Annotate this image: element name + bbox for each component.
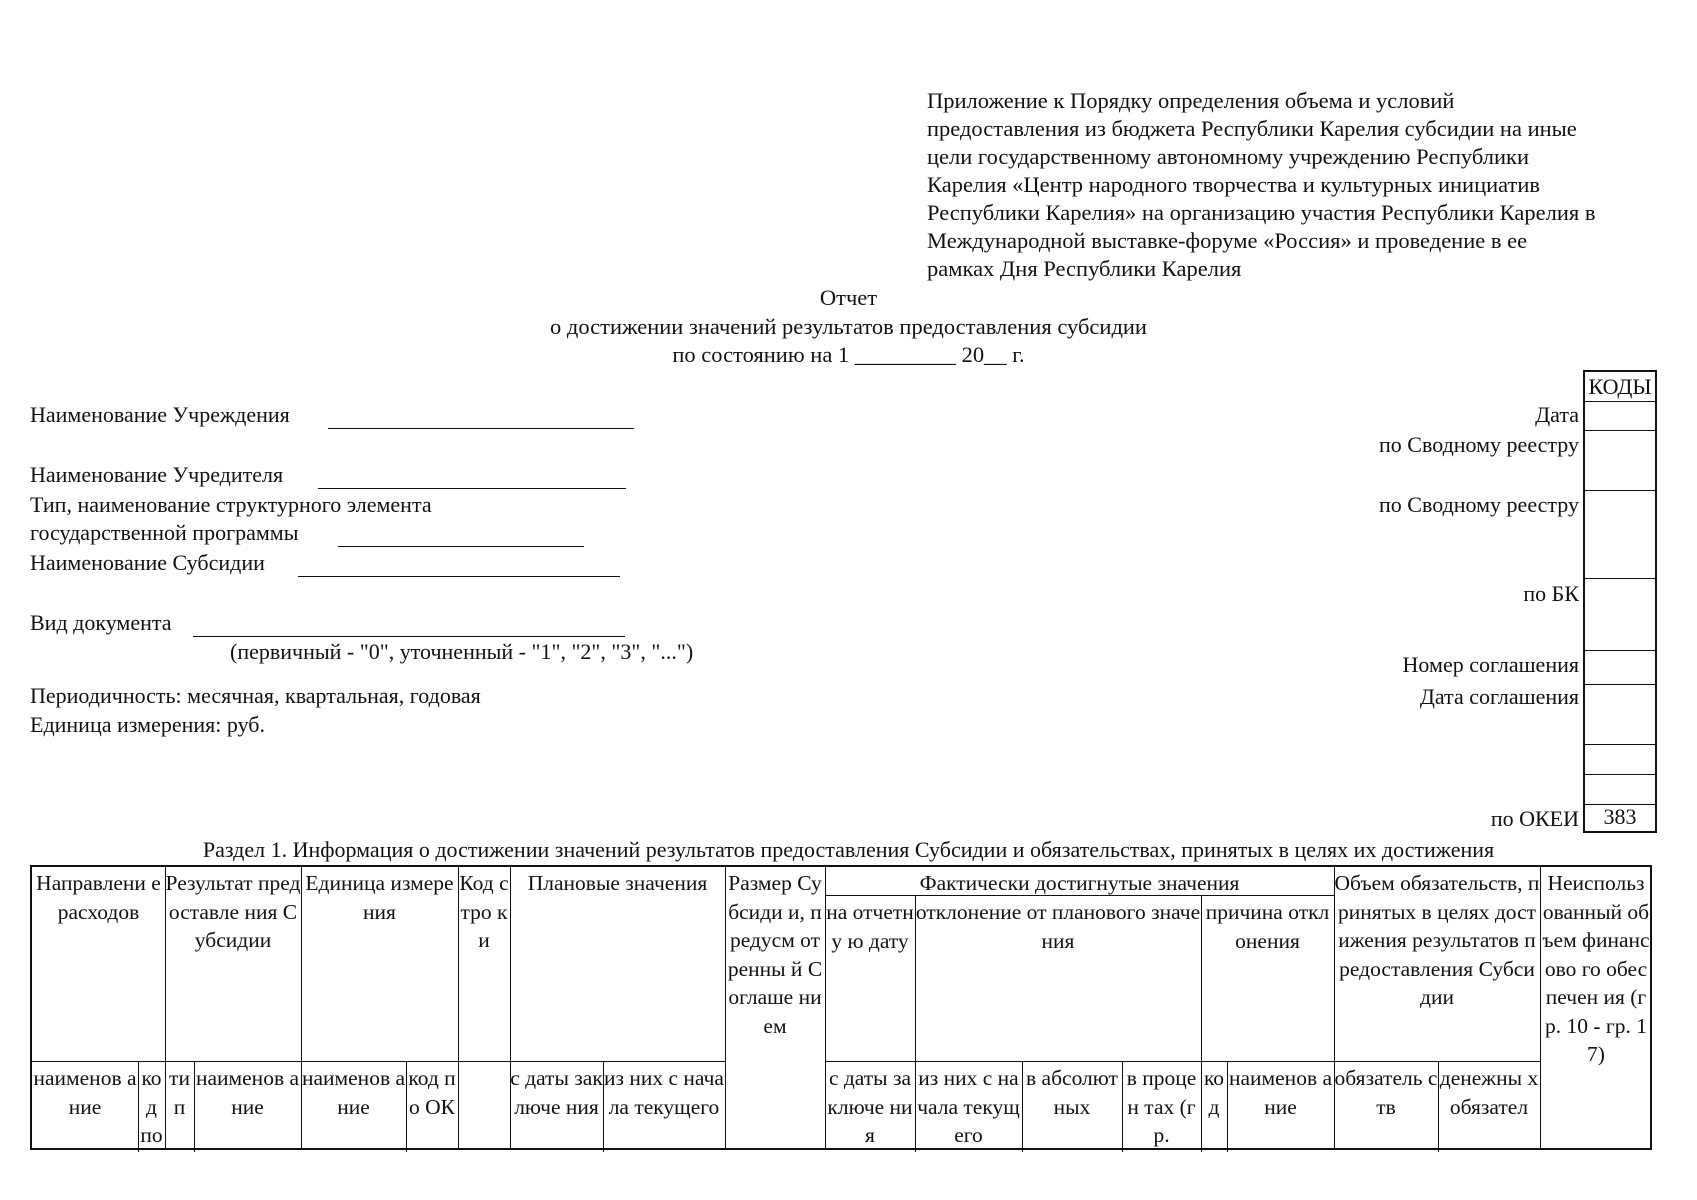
header-on-date: на отчетну ю дату	[826, 900, 914, 953]
header-unit: Единица измерения	[305, 871, 454, 924]
subsidy-field[interactable]	[298, 550, 620, 577]
unit-text: Единица измерения: руб.	[30, 712, 265, 737]
report-date-line: по состоянию на 1 _________ 20__ г.	[672, 342, 1025, 367]
doc-type-field[interactable]	[193, 610, 625, 637]
sub-reason-code: ко д	[1203, 1066, 1225, 1119]
appendix-line: Приложение к Порядку определения объема и условий	[927, 88, 1455, 113]
sub-deviation-abs: в абсолют ных	[1026, 1066, 1118, 1119]
appendix-line: Карелия «Центр народного творчества и культурных инициатив	[927, 172, 1541, 197]
sub-fact-from-date: с даты заключе ния	[827, 1066, 913, 1147]
appendix-line: Республики Карелия» на организацию участия Республики Карелия в	[927, 200, 1596, 225]
sub-monetary-obligations: денежны х обязател	[1439, 1066, 1539, 1119]
code-registry-label-2: по Сводному реестру	[1379, 492, 1579, 517]
sub-direction-code: ко д по	[140, 1066, 163, 1147]
institution-label: Наименование Учреждения	[30, 402, 290, 427]
sub-deviation-pct: в процен тах (гр.	[1126, 1066, 1197, 1147]
okei-label: по ОКЕИ	[1490, 806, 1579, 831]
sub-reason-name: наименов ание	[1228, 1066, 1333, 1119]
appendix-line: предоставления из бюджета Республики Карелия субсидии на иные	[927, 116, 1577, 141]
appendix-line: Международной выставке-форуме «Россия» и проведение в ее	[927, 228, 1528, 253]
sub-direction-name: наименов ание	[33, 1066, 137, 1119]
header-line-code: Код стро ки	[459, 871, 509, 952]
header-planned: Плановые значения	[527, 871, 708, 895]
periodicity-text: Периодичность: месячная, квартальная, годовая	[30, 683, 481, 708]
program-label: государственной программы	[30, 520, 299, 545]
header-reason: причина отклонения	[1205, 900, 1330, 953]
sub-plan-from-date: с даты заключе ния	[510, 1066, 603, 1119]
founder-field[interactable]	[318, 462, 626, 489]
report-table	[30, 865, 1652, 1150]
founder-label: Наименование Учредителя	[30, 462, 284, 487]
report-subtitle: о достижении значений результатов предоставления субсидии	[550, 314, 1147, 339]
codes-header: КОДЫ	[1588, 374, 1652, 399]
header-unused: Неиспольз ованный объем финансово го обеспечен ия (гр. 10 - гр. 17)	[1542, 871, 1650, 1066]
appendix-line: цели государственному автономному учреждению Республики	[927, 144, 1530, 169]
sub-unit-name: наименов ание	[301, 1066, 406, 1119]
sub-plan-year: из них с начала текущего	[604, 1066, 724, 1119]
sub-result-name: наименов ание	[195, 1066, 300, 1119]
institution-field[interactable]	[328, 402, 634, 429]
doc-type-hint: (первичный - "0", уточненный - "1", "2", "3", "...")	[230, 639, 694, 664]
okei-value: 383	[1603, 804, 1637, 829]
code-date-label: Дата	[1535, 402, 1579, 427]
code-registry-label: по Сводному реестру	[1379, 432, 1579, 457]
header-deviation: отклонение от планового значения	[915, 900, 1201, 953]
appendix-line: рамках Дня Республики Карелия	[927, 256, 1242, 281]
sub-fact-year: из них с начала текущего	[917, 1066, 1020, 1147]
report-title: Отчет	[819, 285, 878, 310]
header-actual: Фактически достигнутые значения	[919, 871, 1240, 895]
appendix-note	[927, 87, 1651, 283]
agreement-number-label: Номер соглашения	[1402, 652, 1579, 677]
header-direction: Направлени е расходов	[36, 871, 161, 924]
program-field[interactable]	[338, 520, 584, 547]
doc-type-label: Вид документа	[30, 610, 172, 635]
code-bk-label: по БК	[1523, 581, 1579, 606]
agreement-date-label: Дата соглашения	[1419, 684, 1579, 709]
section-title: Раздел 1. Информация о достижении значений результатов предоставления Субсидии и обязательствах, принятых в целях их достижения	[202, 837, 1495, 862]
sub-result-type: ти п	[169, 1066, 190, 1119]
sub-unit-code: код по ОК	[408, 1066, 456, 1119]
header-obligations: Объем обязательств, принятых в целях достижения результатов предоставления Субсидии	[1334, 871, 1540, 1009]
header-result: Результат предоставле ния Субсидии	[165, 871, 301, 952]
codes-box	[1583, 370, 1657, 833]
subsidy-label: Наименование Субсидии	[30, 550, 265, 575]
header-subsidy-size: Размер Субсиди и, предусм отренны й Соглаше нием	[727, 871, 823, 1038]
program-element-label: Тип, наименование структурного элемента	[30, 492, 432, 517]
sub-obligations: обязатель ств	[1334, 1066, 1438, 1119]
